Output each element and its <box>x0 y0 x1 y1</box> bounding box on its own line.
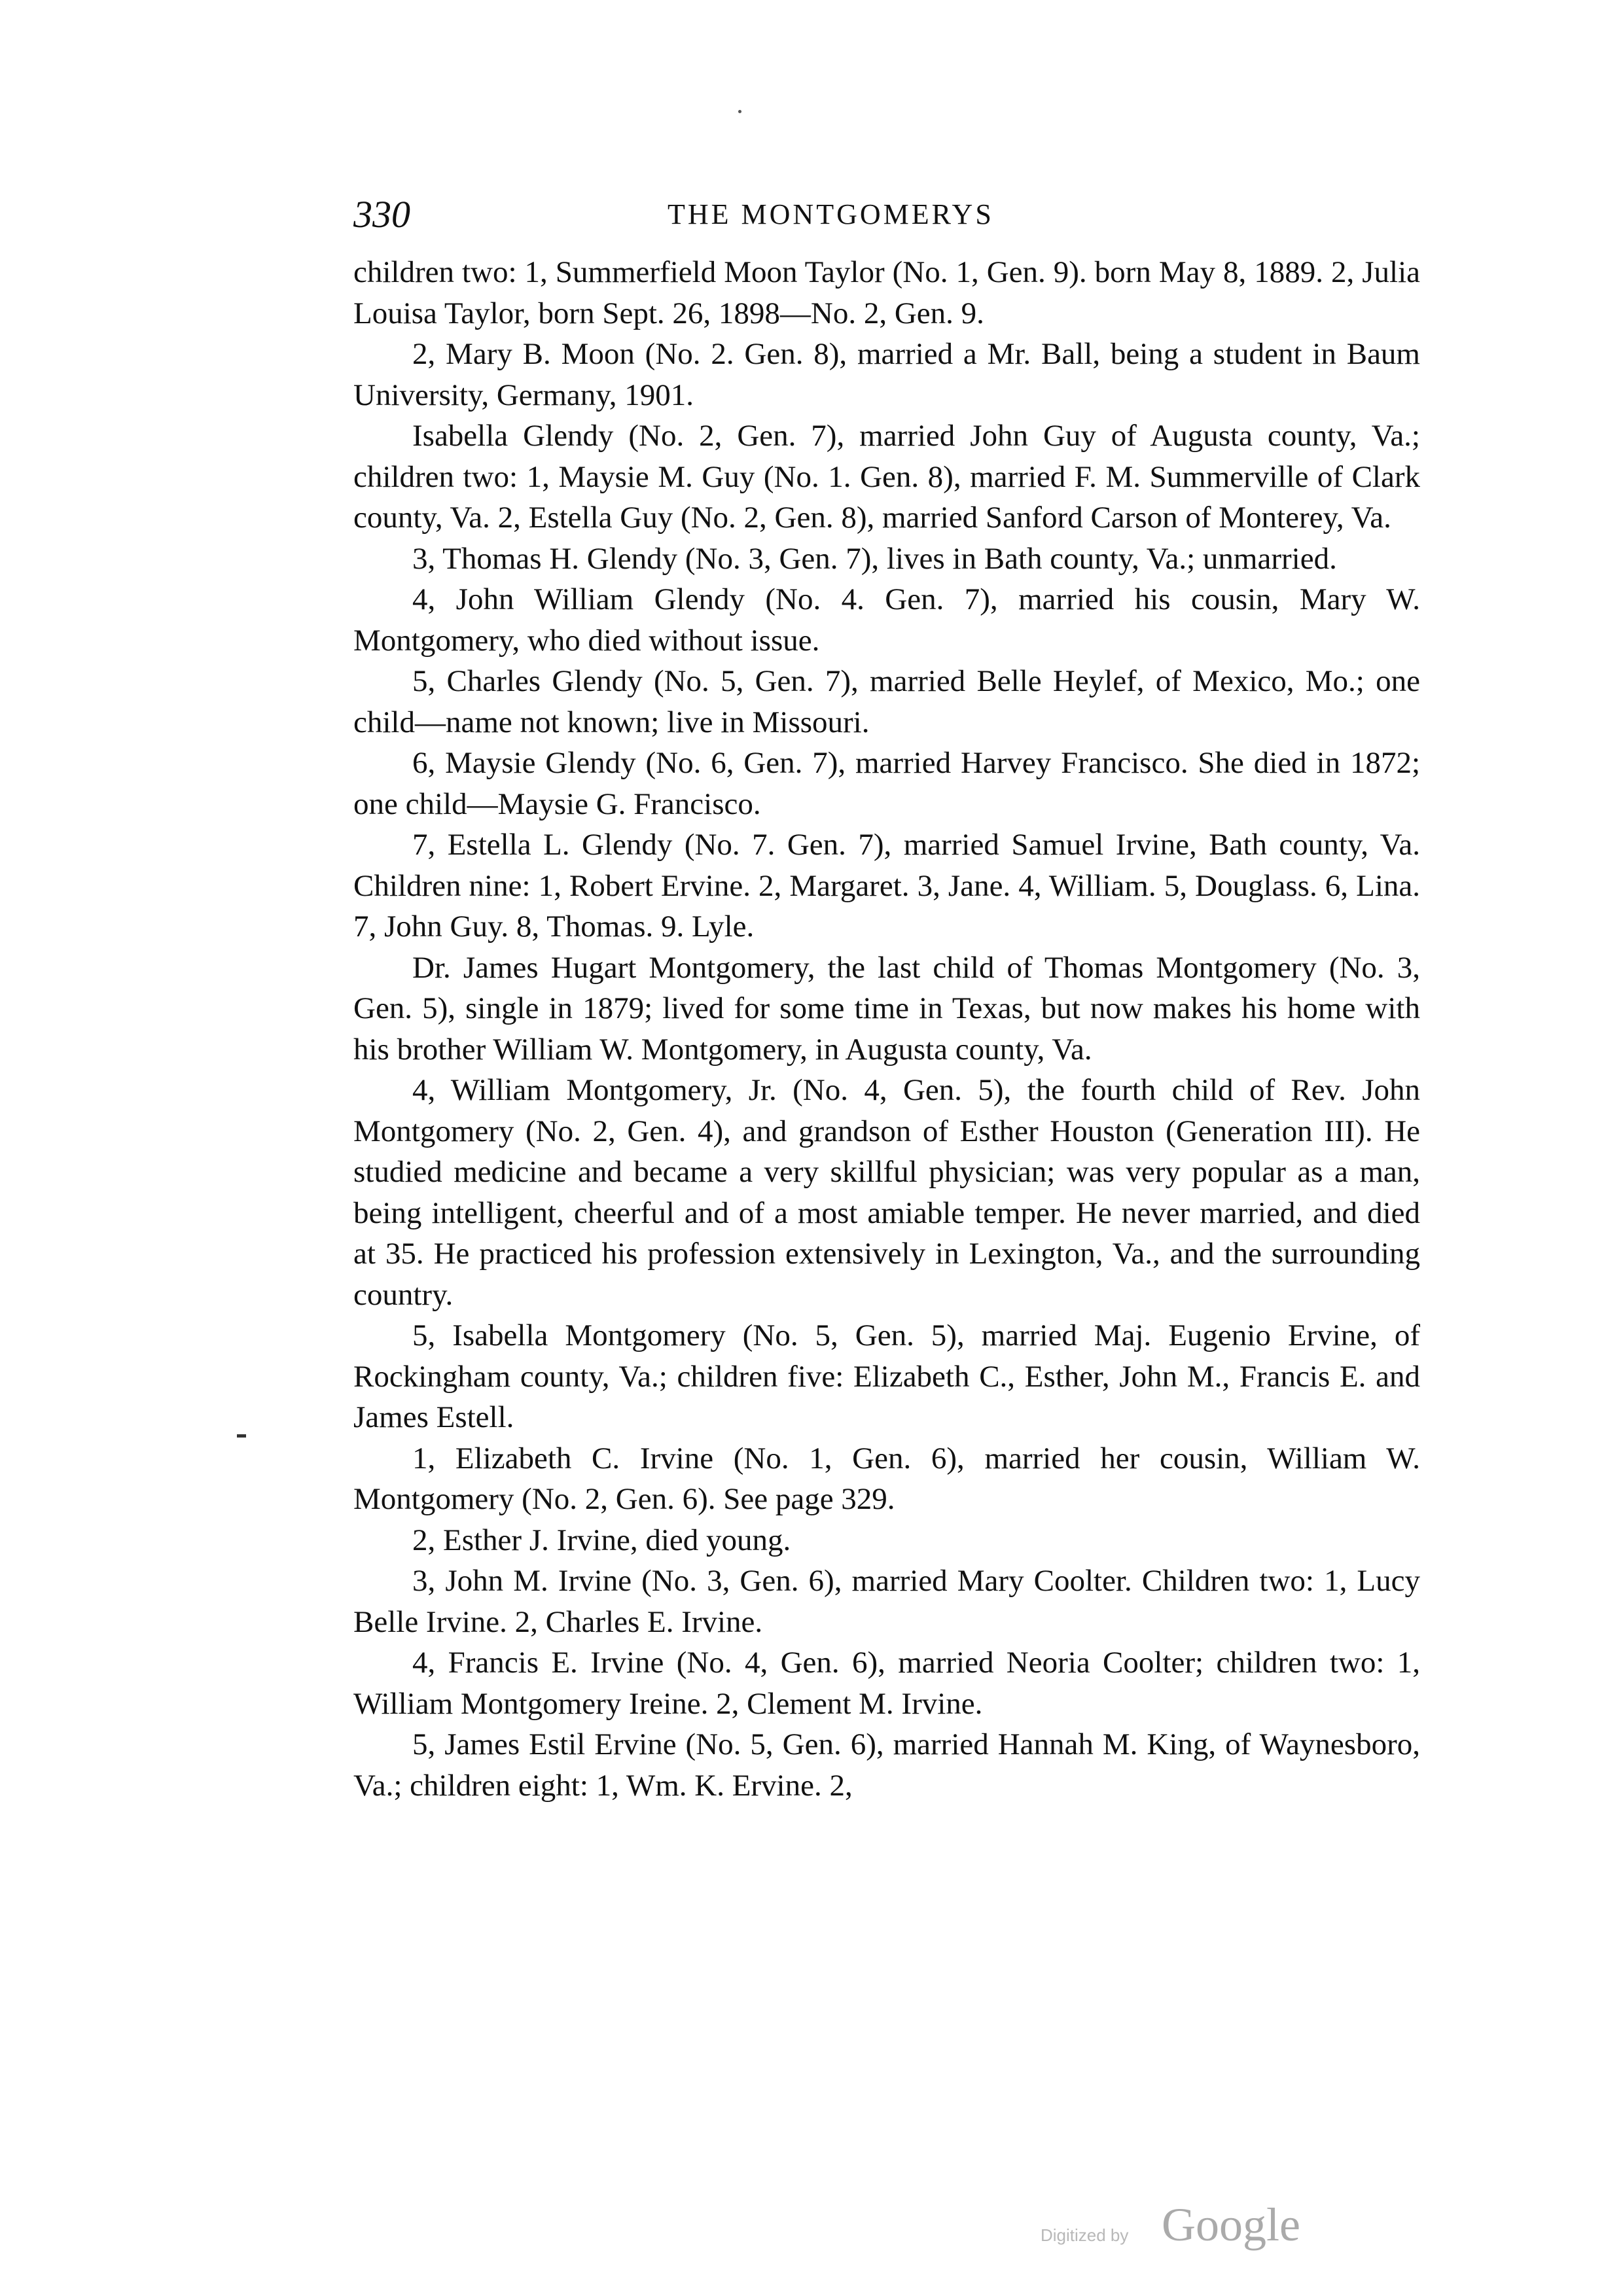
running-head: THE MONTGOMERYS <box>668 198 994 230</box>
paragraph: 7, Estella L. Glendy (No. 7. Gen. 7), married Samuel Irvine, Bath county, Va. Children nine: 1, Robert Ervine. 2, Margaret. 3, Jane. 4, William. 5, Douglass. 6, Lina. 7, John Guy. 8, Thomas. 9. Lyle. <box>353 828 1420 944</box>
margin-mark <box>237 1434 246 1438</box>
paragraph: 3, John M. Irvine (No. 3, Gen. 6), married Mary Coolter. Children two: 1, Lucy Belle Irvine. 2, Charles E. Irvine. <box>353 1564 1420 1639</box>
google-logo: Google <box>1162 2199 1300 2251</box>
page-number: 330 <box>353 193 410 236</box>
paragraph: 4, William Montgomery, Jr. (No. 4, Gen. 5), the fourth child of Rev. John Montgomery (No. 2, Gen. 4), and grandson of Esther Houston (Generation III). He studied medicine and became a very skillful physician; was very popular as a man, being intelligent, cheerful and of a most amiable temper. He never married, and died at 35. He practiced his profession extensively in Lexington, Va., and the surrounding country. <box>353 1073 1420 1312</box>
paragraph: 6, Maysie Glendy (No. 6, Gen. 7), married Harvey Francisco. She died in 1872; one child—Maysie G. Francisco. <box>353 746 1420 821</box>
paragraph: Isabella Glendy (No. 2, Gen. 7), married John Guy of Augusta county, Va.; children two: 1, Maysie M. Guy (No. 1. Gen. 8), married F. M. Summerville of Clark county, Va. 2, Estella Guy (No. 2, Gen. 8), married Sanford Carson of Monterey, Va. <box>353 419 1420 535</box>
paragraph: Dr. James Hugart Montgomery, the last child of Thomas Montgomery (No. 3, Gen. 5), single in 1879; lived for some time in Texas, but now makes his home with his brother William W. Montgomery, in Augusta county, Va. <box>353 950 1420 1067</box>
paragraph: 2, Esther J. Irvine, died young. <box>412 1523 791 1557</box>
paragraph: 5, Isabella Montgomery (No. 5, Gen. 5), married Maj. Eugenio Ervine, of Rockingham county, Va.; children five: Elizabeth C., Esther, John M., Francis E. and James Estell. <box>353 1318 1420 1434</box>
paragraph: children two: 1, Summerfield Moon Taylor (No. 1, Gen. 9). born May 8, 1889. 2, Julia Louisa Taylor, born Sept. 26, 1898—No. 2, Gen. 9. <box>353 255 1420 330</box>
paragraph: 4, John William Glendy (No. 4. Gen. 7), married his cousin, Mary W. Montgomery, who died without issue. <box>353 582 1420 658</box>
paragraph: 1, Elizabeth C. Irvine (No. 1, Gen. 6), married her cousin, William W. Montgomery (No. 2, Gen. 6). See page 329. <box>353 1441 1420 1516</box>
paragraph: 5, Charles Glendy (No. 5, Gen. 7), married Belle Heylef, of Mexico, Mo.; one child—name not known; live in Missouri. <box>353 664 1420 739</box>
stray-ink-dot <box>738 110 741 113</box>
paragraph: 2, Mary B. Moon (No. 2. Gen. 8), married a Mr. Ball, being a student in Baum University, Germany, 1901. <box>353 337 1420 412</box>
paragraph: 5, James Estil Ervine (No. 5, Gen. 6), married Hannah M. King, of Waynesboro, Va.; children eight: 1, Wm. K. Ervine. 2, <box>353 1727 1420 1803</box>
paragraph: 3, Thomas H. Glendy (No. 3, Gen. 7), lives in Bath county, Va.; unmarried. <box>412 541 1337 576</box>
body-text <box>353 252 1420 1806</box>
digitized-by-label: Digitized by <box>1041 2225 1129 2245</box>
digitized-watermark <box>1041 2199 1394 2251</box>
page-header <box>353 188 1420 241</box>
paragraph: 4, Francis E. Irvine (No. 4, Gen. 6), married Neoria Coolter; children two: 1, William Montgomery Ireine. 2, Clement M. Irvine. <box>353 1646 1420 1721</box>
